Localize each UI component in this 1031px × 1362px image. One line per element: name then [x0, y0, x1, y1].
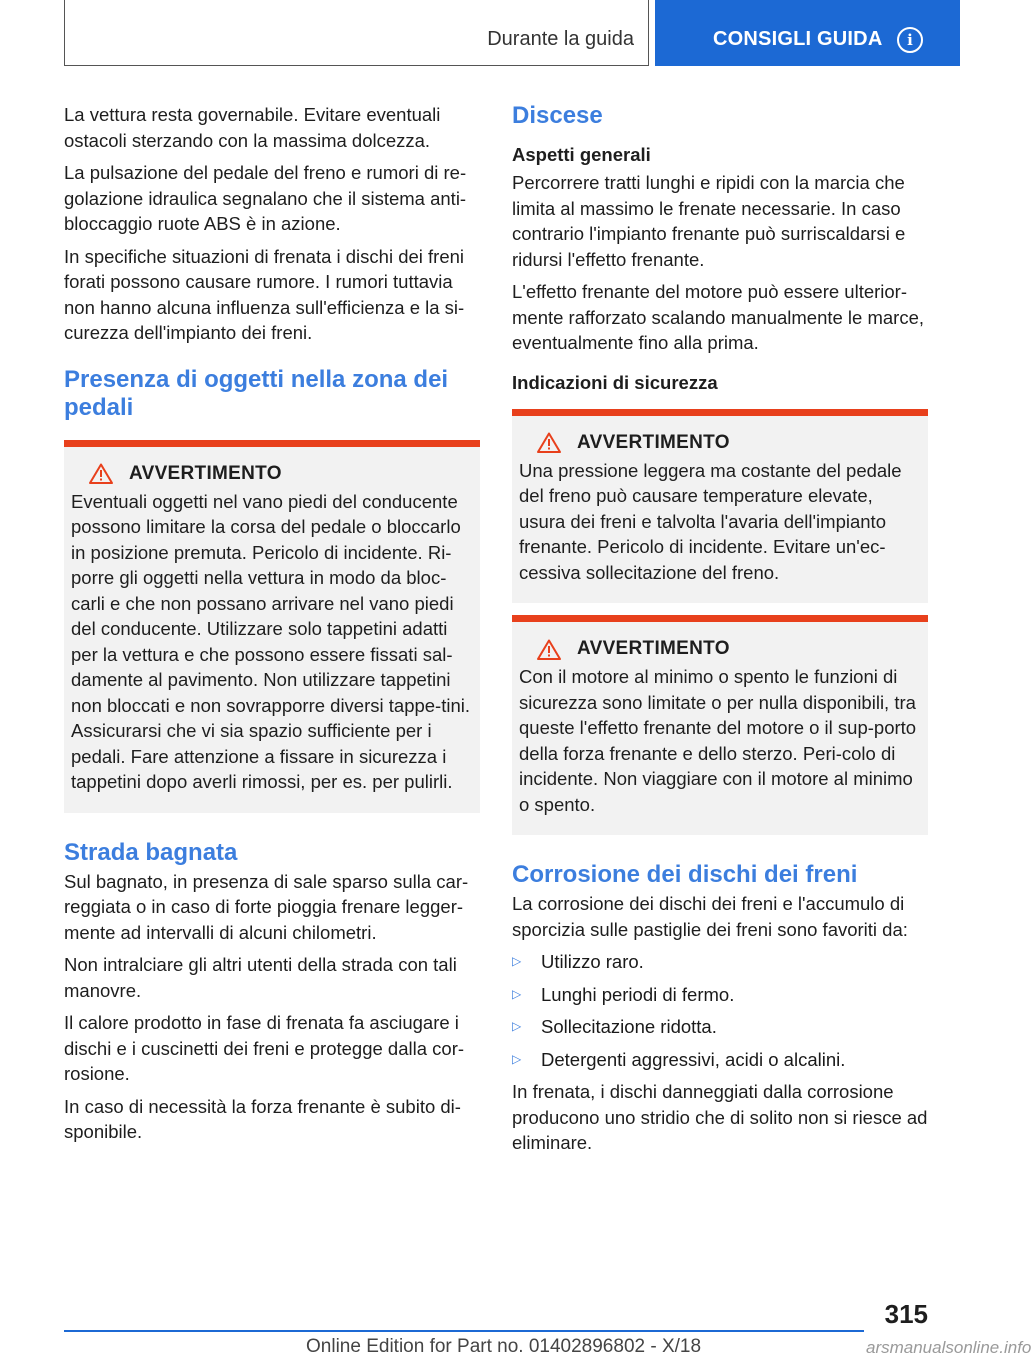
list-item-text: Sollecitazione ridotta. — [541, 1016, 717, 1037]
heading-bagnata: Strada bagnata — [64, 838, 238, 866]
warning-box — [64, 440, 480, 813]
subheading-generali: Aspetti generali — [512, 144, 651, 165]
header-section-title: Durante la guida — [487, 28, 634, 50]
warning-triangle-icon — [537, 432, 561, 453]
list-item — [512, 982, 928, 1008]
paragraph: La corrosione dei dischi dei freni e l'accumulo di sporcizia sulle pastiglie dei freni sono favoriti da: — [512, 893, 908, 940]
warning-text: Con il motore al minimo o spento le funzioni di sicurezza sono limitate o per nulla disponibili, tra queste l'effetto frenante del motore o il sup-porto della forza frenante e dello sterzo. Peri-colo di incidente. Non viaggiare con il motore al minimo o spento. — [519, 666, 917, 815]
warning-title: AVVERTIMENTO — [129, 462, 282, 484]
list-item — [512, 1047, 928, 1073]
footer-watermark: arsmanualsonline.info — [866, 1338, 1031, 1357]
warning-header — [519, 432, 921, 454]
paragraph: In caso di necessità la forza frenante è subito di-sponibile. — [64, 1095, 461, 1142]
list-item — [512, 949, 928, 975]
warning-header — [71, 463, 473, 485]
triangle-bullet-icon: ▷ — [512, 1051, 522, 1066]
warning-box — [512, 615, 928, 835]
warning-triangle-icon — [89, 463, 113, 484]
subheading-sicurezza: Indicazioni di sicurezza — [512, 371, 718, 393]
list-item — [512, 1014, 928, 1040]
paragraph: L'effetto frenante del motore può essere ulterior-mente rafforzato scalando manualmente le marce, eventualmente fino alla prima. — [512, 281, 925, 353]
left-column — [64, 102, 480, 1152]
list-item-text: Lunghi periodi di fermo. — [541, 983, 735, 1005]
warning-triangle-icon — [537, 639, 561, 660]
paragraph: Sul bagnato, in presenza di sale sparso sulla car-reggiata o in caso di forte pioggia frenare legger-mente ad intervalli di alcuni chilometri. — [64, 870, 469, 943]
footer-edition: Online Edition for Part no. 01402896802 - X/18 — [306, 1336, 702, 1357]
triangle-bullet-icon: ▷ — [512, 954, 522, 968]
warning-text: Una pressione leggera ma costante del pedale del freno può causare temperature elevate, usura dei freni e talvolta l'avaria dell'impianto frenante. Pericolo di incidente. Evitare un'ec-cessiva sollecitazione del freno. — [519, 459, 902, 583]
heading-corrosione: Corrosione dei dischi dei freni — [512, 861, 858, 888]
header-chapter-tab[interactable] — [655, 0, 960, 66]
warning-title: AVVERTIMENTO — [577, 638, 730, 659]
paragraph: La vettura resta governabile. Evitare eventuali ostacoli sterzando con la massima dolcezza. — [64, 104, 441, 151]
triangle-bullet-icon: ▷ — [512, 986, 522, 1001]
info-icon[interactable]: i — [897, 27, 923, 53]
header-section-box — [64, 0, 649, 66]
warning-title: AVVERTIMENTO — [577, 431, 730, 453]
paragraph: Non intralciare gli altri utenti della strada con tali manovre. — [64, 954, 457, 1001]
list-item-text: Utilizzo raro. — [541, 951, 644, 972]
paragraph: Percorrere tratti lunghi e ripidi con la marcia che limita al massimo le frenate necessarie. In caso contrario l'impianto frenante può surriscaldarsi e ridursi l'effetto frenante. — [512, 172, 906, 270]
warning-header — [519, 638, 921, 660]
paragraph: In specifiche situazioni di frenata i dischi dei freni forati possono causare rumore. I rumori tuttavia non hanno alcuna influenza sull'efficienza e la si-curezza dell'impianto dei freni. — [64, 245, 465, 343]
heading-discese: Discese — [512, 102, 603, 129]
list-item-text: Detergenti aggressivi, acidi o alcalini. — [541, 1048, 846, 1070]
right-column — [512, 102, 928, 1163]
page-number: 315 — [884, 1299, 928, 1329]
warning-text: Eventuali oggetti nel vano piedi del conducente possono limitare la corsa del pedale o bloccarlo in posizione premuta. Pericolo di incidente. Ri-porre gli oggetti nella vettura in modo da bloc-carli e che non possano arrivare nel vano piedi del conducente. Utilizzare solo tappetini adatti per la vettura e che possono essere fissati sal-damente al pavimento. Non utilizzare tappetini non bloccati e non sovrapporre diversi tappe-tini. Assicurarsi che vi sia spazio sufficiente per i pedali. Fare attenzione a fissare in sicurezza i tappetini dopo averli rimossi, per es. per pulirli. — [71, 490, 471, 792]
warning-box — [512, 409, 928, 604]
triangle-bullet-icon: ▷ — [512, 1019, 522, 1033]
paragraph: Il calore prodotto in fase di frenata fa asciugare i dischi e i cuscinetti dei freni e protegge dalla cor-rosione. — [64, 1012, 465, 1084]
heading-pedali: Presenza di oggetti nella zona dei pedali — [64, 365, 449, 421]
header-chapter-title: CONSIGLI GUIDA — [713, 28, 883, 50]
footer-divider — [64, 1330, 864, 1332]
paragraph: In frenata, i dischi danneggiati dalla corrosione producono uno stridio che di solito non si riesce ad eliminare. — [512, 1081, 928, 1153]
paragraph: La pulsazione del pedale del freno e rumori di re-golazione idraulica segnalano che il sistema anti-bloccaggio ruote ABS è in azione. — [64, 162, 467, 234]
bullet-list — [512, 949, 928, 1072]
